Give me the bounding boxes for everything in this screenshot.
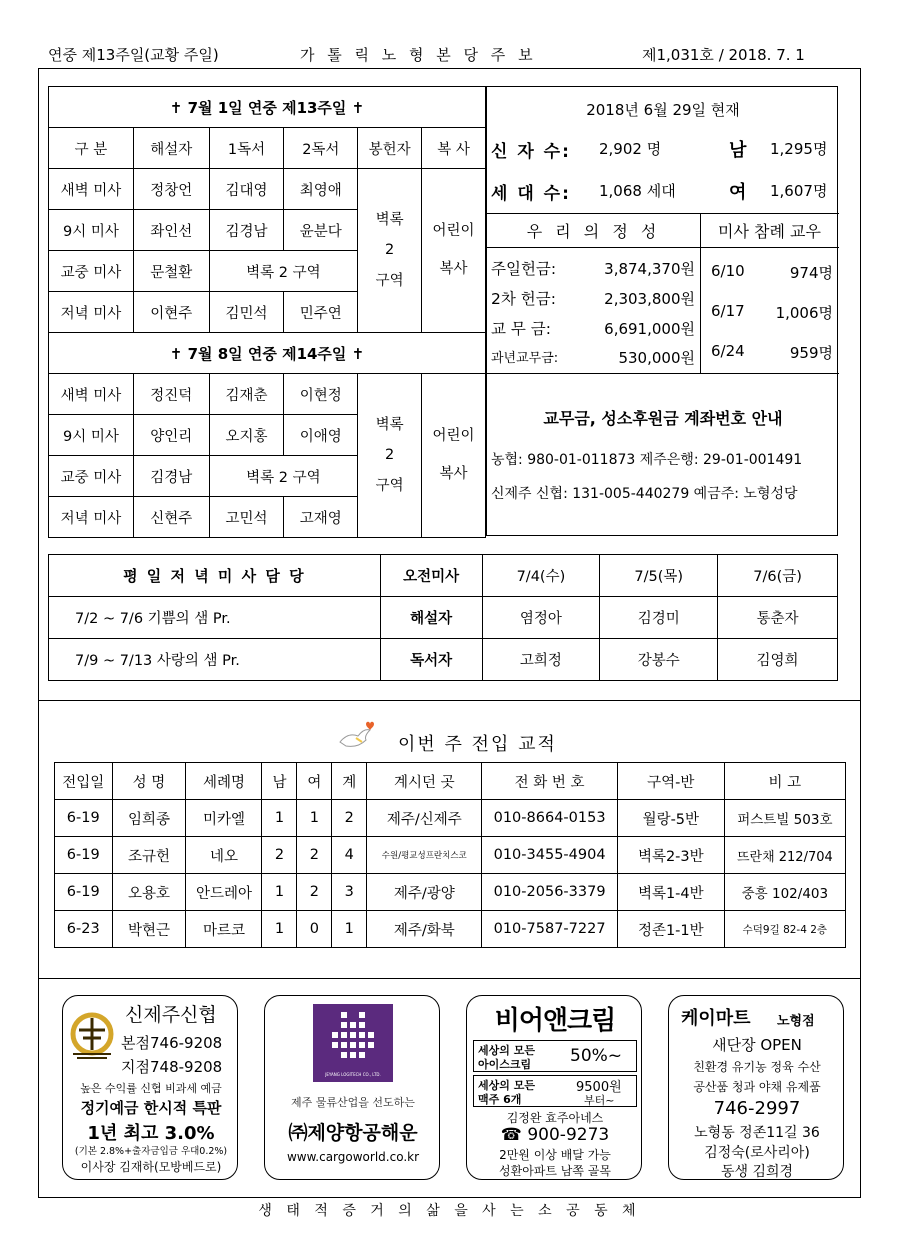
reader2: 고재영 — [284, 497, 358, 538]
mass-name: 9시 미사 — [49, 415, 134, 456]
mass-name: 새벽 미사 — [49, 169, 134, 210]
icecream-location: 성환아파트 남쪽 골목 — [499, 1164, 611, 1178]
mart-owner1: 김정숙(로사리아) — [704, 1145, 810, 1161]
reader1: 김경남 — [209, 210, 284, 251]
reader2: 이애영 — [284, 415, 358, 456]
cell-female: 1 — [297, 800, 332, 837]
day-header: 7/4(수) — [482, 555, 600, 597]
accounts-line1: 농협: 980-01-011873 제주은행: 29-01-001491 — [491, 452, 803, 468]
col-header: 성 명 — [112, 763, 186, 800]
mass-name: 교중 미사 — [49, 456, 134, 497]
cell-name: 조규헌 — [112, 837, 186, 874]
stats-date: 2018년 6월 29일 현재 — [586, 100, 740, 119]
reader1: 고민석 — [209, 497, 284, 538]
cell-male: 2 — [262, 837, 297, 874]
shipping-logo-text: JEYANG LOGITECH CO., LTD. — [325, 1072, 381, 1077]
cell-female: 2 — [297, 874, 332, 911]
mart-desc2: 공산품 청과 야채 유제품 — [693, 1080, 821, 1094]
col-header: 복 사 — [422, 128, 486, 169]
credit-union-promo5: 이사장 김재하(모방베드로) — [80, 1160, 222, 1174]
attendance-count: 974명 — [789, 264, 833, 282]
cell-female: 0 — [297, 911, 332, 948]
credit-union-branch2: 지점748-9208 — [121, 1058, 223, 1076]
ad-credit-union[interactable] — [62, 995, 238, 1180]
attendance-date: 6/17 — [711, 302, 745, 320]
icecream-phone: ☎ 900-9273 — [500, 1125, 610, 1145]
reader1: 오지홍 — [209, 415, 284, 456]
reader: 강봉수 — [600, 639, 718, 681]
shipping-name: ㈜제양항공해운 — [288, 1122, 418, 1144]
day-header: 7/6(금) — [718, 555, 838, 597]
commentator: 염정아 — [482, 597, 600, 639]
attendance-date: 6/10 — [711, 262, 745, 280]
week1-title: ✝ 7월 1일 연중 제13주일 ✝ — [49, 87, 486, 128]
shipping-slogan: 제주 물류산업을 선도하는 — [291, 1096, 415, 1109]
offering-group: 벽록 2 구역 — [358, 169, 422, 333]
cell-phone: 010-8664-0153 — [482, 800, 618, 837]
believers-label: 신 자 수: — [491, 142, 571, 162]
cell-origin: 제주/화북 — [367, 911, 482, 948]
credit-union-name: 신제주신협 — [125, 1004, 217, 1026]
cell-district: 벽록2-3반 — [617, 837, 724, 874]
offering-group: 벽록 2 구역 — [358, 374, 422, 538]
cell-total: 2 — [332, 800, 367, 837]
offering-value: 2,303,800원 — [604, 290, 695, 308]
day-header: 7/5(목) — [600, 555, 718, 597]
cell-baptismal: 네오 — [186, 837, 262, 874]
weekday-mass-table — [48, 554, 838, 681]
reader1: 김민석 — [209, 292, 284, 333]
divider-top — [38, 700, 861, 701]
footer-motto: 생 태 적 증 거 의 삶 을 사 는 소 공 동 체 — [258, 1203, 641, 1219]
icecream-owner: 김정완 효주아네스 — [506, 1111, 604, 1125]
col-header: 해설자 — [133, 128, 209, 169]
commentator: 김경남 — [133, 456, 209, 497]
cell-origin: 제주/신제주 — [367, 800, 482, 837]
cell-male: 1 — [262, 874, 297, 911]
households-value: 1,068 세대 — [599, 182, 676, 200]
col-header: 구역-반 — [617, 763, 724, 800]
cell-date: 6-19 — [55, 837, 113, 874]
stats-panel — [486, 86, 838, 536]
col-header: 전입일 — [55, 763, 113, 800]
commentator: 신현주 — [133, 497, 209, 538]
cell-total: 1 — [332, 911, 367, 948]
ad-shipping[interactable] — [264, 995, 440, 1180]
attendance-title: 미사 참례 교우 — [718, 221, 821, 241]
attendance-count: 959명 — [789, 344, 833, 362]
week2-title: ✝ 7월 8일 연중 제14주일 ✝ — [49, 333, 486, 374]
credit-union-promo4: (기본 2.8%+출자금입금 우대0.2%) — [74, 1146, 228, 1157]
reader1: 김대영 — [209, 169, 284, 210]
cell-name: 임희종 — [112, 800, 186, 837]
bulletin-title: 가 톨 릭 노 형 본 당 주 보 — [300, 46, 537, 64]
reader2: 윤분다 — [284, 210, 358, 251]
attendance-date: 6/24 — [711, 342, 745, 360]
promo-line2a: 세상의 모든 — [478, 1079, 535, 1092]
mart-branch: 노형점 — [777, 1014, 815, 1029]
attendance-count: 1,006명 — [775, 304, 833, 322]
female-value: 1,607명 — [770, 182, 828, 200]
cell-name: 오용호 — [112, 874, 186, 911]
cell-phone: 010-3455-4904 — [482, 837, 618, 874]
col-header: 남 — [262, 763, 297, 800]
commentator: 정창언 — [133, 169, 209, 210]
male-value: 1,295명 — [770, 140, 828, 158]
mart-phone: 746-2997 — [713, 1098, 801, 1119]
credit-union-promo2: 정기예금 한시적 특판 — [80, 1099, 222, 1117]
newcomers-title: 이번 주 전입 교적 — [398, 734, 557, 755]
commentator: 문철환 — [133, 251, 209, 292]
cell-name: 박현근 — [112, 911, 186, 948]
weekday-row: 7/9 ~ 7/13 사랑의 샘 Pr. — [49, 639, 381, 681]
offering-label: 주일헌금: — [491, 260, 557, 278]
offering-label: 과년교무금: — [491, 351, 559, 366]
cell-phone: 010-7587-7227 — [482, 911, 618, 948]
promo-line2b: 맥주 6개 — [478, 1093, 522, 1106]
col-header: 비 고 — [724, 763, 845, 800]
cell-note: 뜨란채 212/704 — [724, 837, 845, 874]
cell-origin: 제주/광양 — [367, 874, 482, 911]
shipping-logo-icon — [313, 1004, 393, 1082]
reader-label: 독서자 — [380, 639, 482, 681]
mass-name: 저녁 미사 — [49, 497, 134, 538]
readers-group: 벽록 2 구역 — [209, 251, 358, 292]
offering-label: 2차 헌금: — [491, 290, 556, 308]
col-header: 봉헌자 — [358, 128, 422, 169]
mart-desc1: 친환경 유기농 정육 수산 — [693, 1060, 821, 1074]
shipping-url: www.cargoworld.co.kr — [286, 1150, 420, 1164]
cell-date: 6-23 — [55, 911, 113, 948]
col-header: 여 — [297, 763, 332, 800]
issue-number: 제1,031호 / 2018. 7. 1 — [642, 46, 805, 64]
believers-value: 2,902 명 — [599, 140, 662, 158]
divider-ads — [38, 978, 861, 979]
mass-name: 교중 미사 — [49, 251, 134, 292]
offering-value: 6,691,000원 — [604, 320, 695, 338]
mass-name: 저녁 미사 — [49, 292, 134, 333]
accounts-line2: 신제주 신협: 131-005-440279 예금주: 노형성당 — [491, 486, 798, 502]
mass-schedule-table — [48, 86, 486, 538]
col-header: 1독서 — [209, 128, 284, 169]
newcomers-table — [54, 762, 846, 948]
promo-price: 9500원 — [576, 1080, 622, 1095]
ad-mart[interactable] — [668, 995, 844, 1180]
weekday-row: 7/2 ~ 7/6 기쁨의 샘 Pr. — [49, 597, 381, 639]
readers-group: 벽록 2 구역 — [209, 456, 358, 497]
weekday-title: 평 일 저 녁 미 사 담 당 — [49, 555, 381, 597]
cell-date: 6-19 — [55, 800, 113, 837]
mass-name: 9시 미사 — [49, 210, 134, 251]
col-header: 계시던 곳 — [367, 763, 482, 800]
col-header: 세례명 — [186, 763, 262, 800]
reader1: 김재춘 — [209, 374, 284, 415]
credit-union-logo-icon — [67, 1010, 117, 1066]
offerings-title: 우 리 의 정 성 — [526, 221, 661, 241]
cell-total: 4 — [332, 837, 367, 874]
offering-value: 3,874,370원 — [604, 260, 695, 278]
col-header: 2독서 — [284, 128, 358, 169]
altar-servers: 어린이 복사 — [422, 374, 486, 538]
reader2: 최영애 — [284, 169, 358, 210]
commentator: 통춘자 — [718, 597, 838, 639]
cell-date: 6-19 — [55, 874, 113, 911]
mart-name: 케이마트 — [681, 1008, 751, 1029]
cell-total: 3 — [332, 874, 367, 911]
morning-mass-header: 오전미사 — [380, 555, 482, 597]
mart-addr: 노형동 정존11길 36 — [694, 1125, 820, 1141]
mart-owner2: 동생 김희경 — [720, 1164, 794, 1180]
cell-male: 1 — [262, 800, 297, 837]
dove-icon — [336, 720, 376, 756]
commentator: 김경미 — [600, 597, 718, 639]
reader: 고희정 — [482, 639, 600, 681]
promo-discount: 50%~ — [570, 1046, 623, 1066]
col-header: 계 — [332, 763, 367, 800]
mart-open: 새단장 OPEN — [712, 1036, 802, 1054]
issue-subtitle: 연중 제13주일(교황 주일) — [48, 46, 219, 64]
altar-servers: 어린이 복사 — [422, 169, 486, 333]
cell-baptismal: 미카엘 — [186, 800, 262, 837]
accounts-title: 교무금, 성소후원금 계좌번호 안내 — [543, 408, 783, 428]
commentator: 정진덕 — [133, 374, 209, 415]
col-header: 구 분 — [49, 128, 134, 169]
offering-label: 교 무 금: — [491, 320, 551, 338]
cell-baptismal: 마르코 — [186, 911, 262, 948]
cell-note: 수덕9길 82-4 2층 — [724, 911, 845, 948]
commentator: 이현주 — [133, 292, 209, 333]
cell-origin: 수원/평교성프란치스코 — [367, 837, 482, 874]
cell-phone: 010-2056-3379 — [482, 874, 618, 911]
credit-union-branch1: 본점746-9208 — [121, 1034, 223, 1052]
cell-male: 1 — [262, 911, 297, 948]
cell-district: 정존1-1반 — [617, 911, 724, 948]
cell-note: 중흥 102/403 — [724, 874, 845, 911]
female-label: 여 — [729, 182, 747, 203]
commentator: 좌인선 — [133, 210, 209, 251]
male-label: 남 — [729, 140, 747, 161]
households-label: 세 대 수: — [491, 184, 571, 204]
cell-note: 퍼스트빌 503호 — [724, 800, 845, 837]
reader2: 민주연 — [284, 292, 358, 333]
ad-icecream[interactable] — [466, 995, 642, 1180]
promo-line1b: 아이스크림 — [478, 1058, 532, 1071]
commentator: 양인리 — [133, 415, 209, 456]
credit-union-promo3: 1년 최고 3.0% — [87, 1123, 215, 1144]
cell-female: 2 — [297, 837, 332, 874]
col-header: 전 화 번 호 — [482, 763, 618, 800]
offering-value: 530,000원 — [618, 349, 695, 367]
reader2: 이현정 — [284, 374, 358, 415]
cell-district: 월랑-5반 — [617, 800, 724, 837]
credit-union-promo1: 높은 수익률 신협 비과세 예금 — [80, 1082, 222, 1095]
promo-line1a: 세상의 모든 — [478, 1044, 535, 1057]
mass-name: 새벽 미사 — [49, 374, 134, 415]
promo-from: 부터~ — [584, 1094, 615, 1107]
commentator-label: 해설자 — [380, 597, 482, 639]
cell-district: 벽록1-4반 — [617, 874, 724, 911]
reader: 김영희 — [718, 639, 838, 681]
cell-baptismal: 안드레아 — [186, 874, 262, 911]
icecream-name: 비어앤크림 — [494, 1005, 616, 1036]
icecream-delivery: 2만원 이상 배달 가능 — [499, 1148, 611, 1162]
